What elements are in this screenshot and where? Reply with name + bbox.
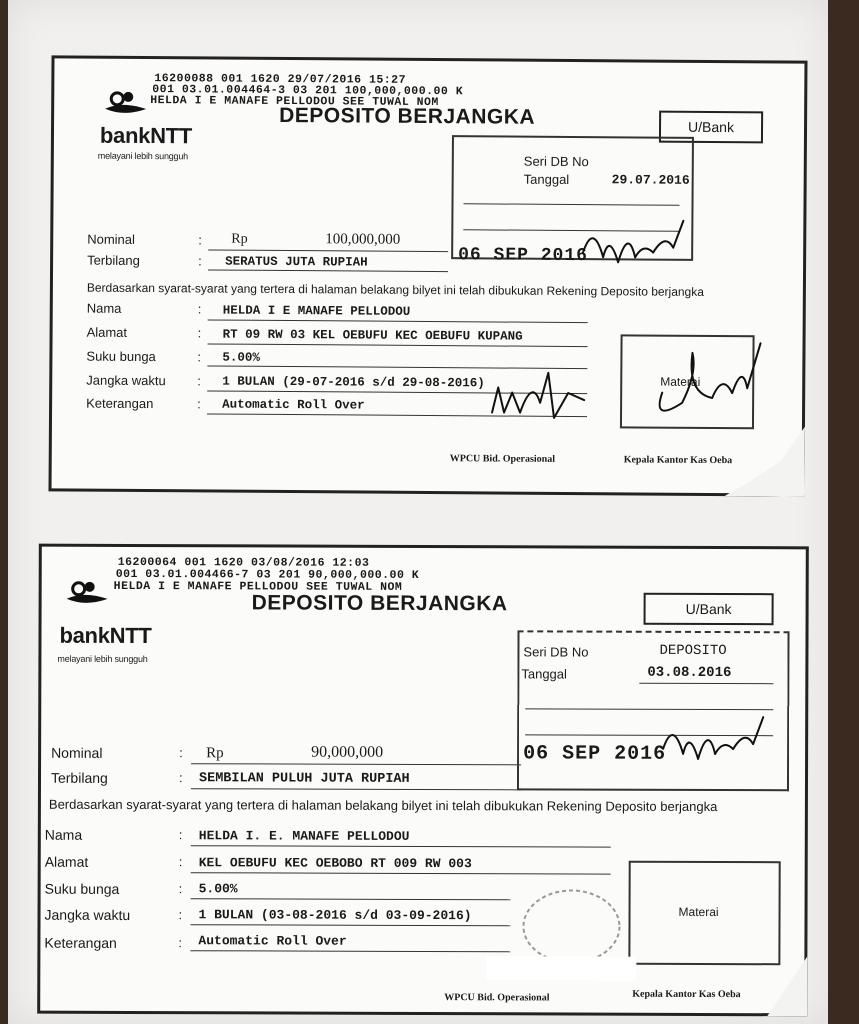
tanggal-value: 29.07.2016: [611, 172, 690, 188]
alamat-label: Alamat: [44, 853, 89, 870]
operasional-signature: [484, 357, 594, 428]
keterangan-label: Keterangan: [44, 934, 117, 951]
document-title: DEPOSITO BERJANGKA: [279, 103, 536, 129]
nominal-prefix: Rp: [206, 745, 224, 762]
bank-logo-name: bankNTT: [59, 622, 152, 649]
footer-right-signatory: Kepala Kantor Kas Oeba: [623, 454, 733, 467]
alamat-value: KEL OEBUFU KEC OEBOBO RT 009 RW 003: [198, 855, 472, 872]
printed-line-1: 16200064 001 1620 03/08/2016 12:03: [117, 555, 370, 570]
jangka-waktu-value: 1 BULAN (29-07-2016 s/d 29-08-2016): [222, 374, 485, 391]
bank-ntt-logo-icon: [102, 87, 148, 121]
nama-label: Nama: [86, 300, 122, 316]
seri-label: Seri DB No: [523, 644, 589, 660]
redacted-area: [486, 956, 636, 981]
seri-value: DEPOSITO: [659, 642, 727, 660]
nominal-prefix: Rp: [231, 231, 248, 247]
printed-line-2: 001 03.01.004466-7 03 201 90,000,000.00 K: [115, 567, 420, 582]
suku-bunga-value: 5.00%: [198, 881, 238, 897]
nama-value: HELDA I. E. MANAFE PELLODOU: [198, 828, 410, 844]
materai-box: [628, 861, 780, 966]
jangka-waktu-label: Jangka waktu: [86, 372, 166, 389]
copy-label-box: U/Bank: [659, 111, 763, 144]
footer-left-signatory: WPCU Bid. Operasional: [444, 992, 550, 1004]
footer-right-signatory: Kepala Kantor Kas Oeba: [632, 988, 741, 1001]
terbilang-value: SEMBILAN PULUH JUTA RUPIAH: [198, 771, 410, 787]
terbilang-label: Terbilang: [50, 769, 108, 786]
signature-stamp: [573, 212, 693, 283]
bank-ntt-logo-icon: [64, 577, 110, 611]
received-date-stamp: 06 SEP 2016: [458, 245, 589, 267]
alamat-value: RT 09 RW 03 KEL OEBUFU KEC OEBUFU KUPANG: [222, 327, 523, 344]
materai-label: Materai: [678, 904, 719, 920]
terbilang-value: SERATUS JUTA RUPIAH: [225, 254, 368, 270]
deposit-slip-2: 16200064 001 1620 03/08/2016 12:03 001 03.01.004466-7 03 201 90,000,000.00 K HELDA I E MANAFE PELLODOU SEE TUWAL NOM DEPOSITO BERJANGKA U/Bank bankNTT melayani lebih sungguh Seri DB No DEPOSITO Tanggal 03.08.2016 06 SEP 2016 Nominal : Rp 90,000,000 Terbilang : SEMBILAN PULUH JUTA RUPIAH Berdasarkan syarat-syarat yang tertera di halaman belakang bilyet ini telah dibukukan Rekening Deposito berjangka Nama : HELDA I. E. MANAFE PELLODOU Alamat : KEL OEBUFU KEC OEBOBO RT 009 RW 003 Suku bunga : 5.00% Jangka waktu : 1 BULAN (03-08-2016 s/d 03-09-2016) Keterangan : Automatic Roll Over Materai WPCU Bid. Operasional Kepala Kantor Kas Oeba: [37, 544, 809, 1017]
printed-line-1: 16200088 001 1620 29/07/2016 15:27: [154, 72, 407, 87]
suku-bunga-label: Suku bunga: [44, 880, 120, 897]
bank-tagline: melayani lebih sungguh: [97, 150, 189, 162]
keterangan-value: Automatic Roll Over: [222, 397, 365, 413]
tanggal-label: Tanggal: [523, 171, 570, 187]
keterangan-value: Automatic Roll Over: [198, 933, 347, 949]
signature-stamp: [653, 709, 773, 779]
footer-left-signatory: WPCU Bid. Operasional: [449, 453, 556, 465]
tanggal-label: Tanggal: [521, 666, 567, 682]
jangka-waktu-label: Jangka waktu: [44, 906, 131, 923]
bank-logo-name: bankNTT: [99, 122, 193, 149]
nominal-label: Nominal: [51, 744, 103, 761]
nominal-value: 100,000,000: [325, 231, 401, 248]
keterangan-label: Keterangan: [86, 395, 154, 412]
suku-bunga-value: 5.00%: [222, 350, 260, 365]
seri-label: Seri DB No: [523, 153, 589, 170]
tanggal-value: 03.08.2016: [647, 664, 732, 682]
document-title: DEPOSITO BERJANGKA: [251, 591, 508, 616]
nama-label: Nama: [44, 826, 83, 843]
deposit-slip-1: 16200088 001 1620 29/07/2016 15:27 001 03.01.004464-3 03 201 100,000,000.00 K HELDA I E MANAFE PELLODOU SEE TUWAL NOM DEPOSITO BERJANGKA U/Bank bankNTT melayani lebih sungguh Seri DB No Tanggal 29.07.2016 06 SEP 2016 Nominal : Rp 100,000,000 Terbilang : SERATUS JUTA RUPIAH Berdasarkan syarat-syarat yang tertera di halaman belakang bilyet ini telah dibukukan Rekening Deposito berjangka Nama : HELDA I E MANAFE PELLODOU Alamat : RT 09 RW 03 KEL OEBUFU KEC OEBUFU KUPANG Suku bunga : 5.00% Jangka waktu : 1 BULAN (29-07-2016 s/d 29-08-2016) Keterangan : Automatic Roll Over Materai WPCU Bid. Operasional Kepala Kantor Kas Oeba: [48, 55, 807, 496]
statement-text: Berdasarkan syarat-syarat yang tertera di halaman belakang bilyet ini telah dibukukan Rekening Deposito berjangka: [86, 280, 704, 299]
nominal-label: Nominal: [87, 231, 135, 247]
materai-label: Materai: [660, 374, 701, 389]
terbilang-label: Terbilang: [87, 252, 140, 268]
printed-line-3: HELDA I E MANAFE PELLODOU SEE TUWAL NOM: [150, 94, 439, 110]
nominal-value: 90,000,000: [311, 743, 384, 761]
suku-bunga-label: Suku bunga: [86, 348, 156, 365]
received-date-stamp: 06 SEP 2016: [523, 742, 667, 766]
copy-label-box: U/Bank: [644, 593, 774, 625]
printed-line-2: 001 03.01.004464-3 03 201 100,000,000.00 K: [152, 83, 464, 99]
alamat-label: Alamat: [86, 324, 128, 340]
branch-head-signature: [642, 332, 773, 433]
bank-tagline: melayani lebih sungguh: [57, 653, 148, 665]
photocopy-sheet: [8, 0, 828, 1024]
jangka-waktu-value: 1 BULAN (03-08-2016 s/d 03-09-2016): [198, 907, 472, 924]
printed-line-3: HELDA I E MANAFE PELLODOU SEE TUWAL NOM: [113, 579, 403, 594]
statement-text: Berdasarkan syarat-syarat yang tertera di halaman belakang bilyet ini telah dibukukan Rekening Deposito berjangka: [48, 796, 718, 815]
nama-value: HELDA I E MANAFE PELLODOU: [222, 303, 411, 319]
